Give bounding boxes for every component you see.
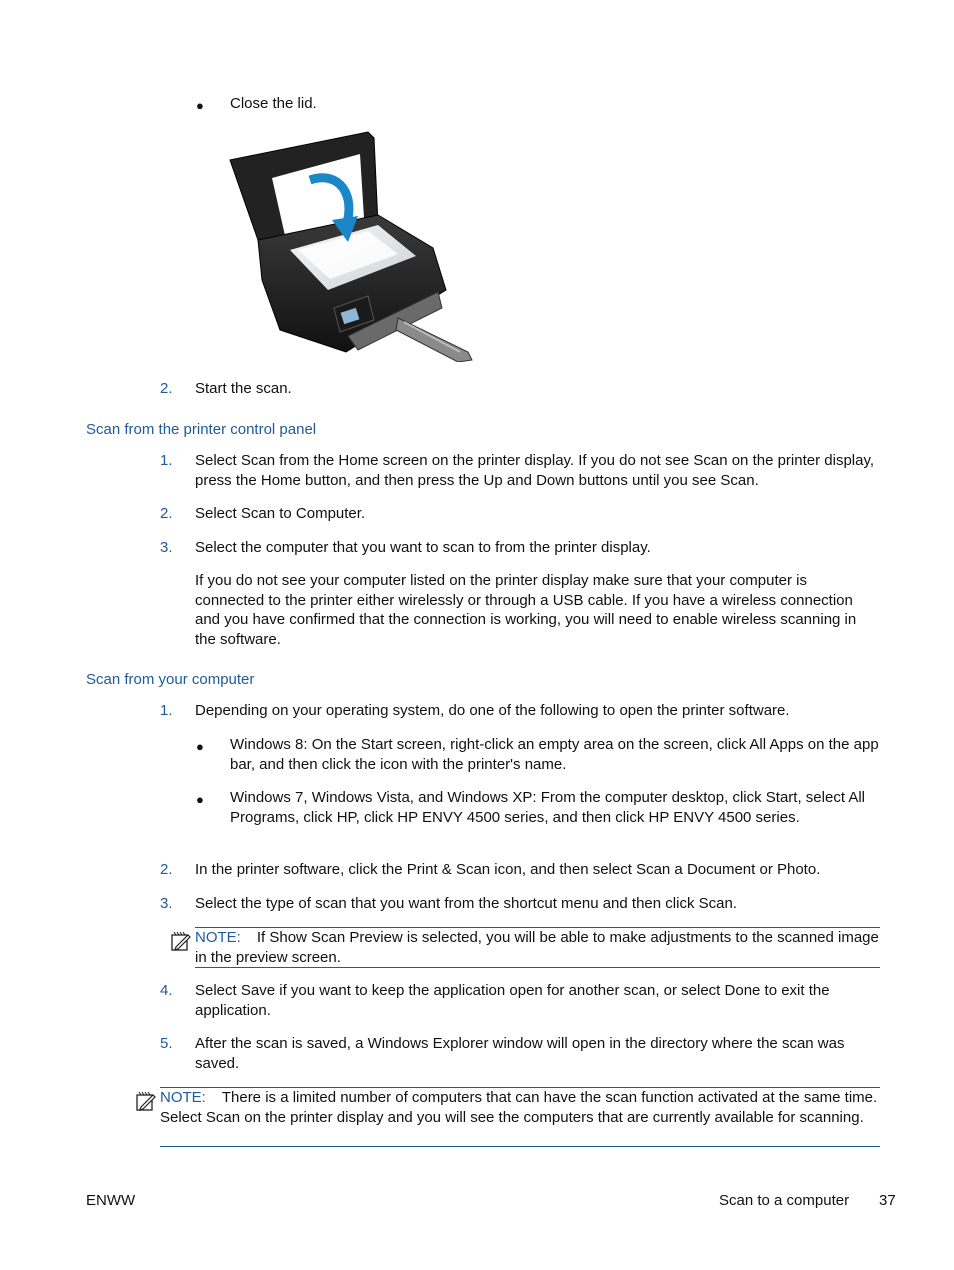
- step-text: Select Scan to Computer.: [195, 505, 366, 522]
- step-number: 2.: [160, 505, 173, 522]
- note-box: [160, 1087, 880, 1147]
- step-number: 5.: [160, 1035, 173, 1052]
- bullet-windows-8: Windows 8: On the Start screen, right-click an empty area on the screen, click All Apps on the app bar, and then click the icon with the printer's name.: [230, 736, 879, 773]
- note-box: [195, 927, 880, 968]
- step-number: 2.: [160, 861, 173, 878]
- step-text: Start the scan.: [195, 380, 292, 397]
- step-text: Select the computer that you want to scan to from the printer display.: [195, 539, 651, 556]
- step-text: After the scan is saved, a Windows Explorer window will open in the directory where the scan was saved.: [195, 1035, 845, 1072]
- section-heading-computer: Scan from your computer: [86, 671, 255, 688]
- step-number: 3.: [160, 895, 173, 912]
- note-icon: [170, 930, 192, 952]
- printer-scanner-illustration: [228, 130, 474, 362]
- step-number: 1.: [160, 452, 173, 469]
- footer-title: Scan to a computer: [719, 1192, 850, 1209]
- step-text: Select the type of scan that you want from the shortcut menu and then click Scan.: [195, 895, 737, 912]
- step-number: 3.: [160, 539, 173, 556]
- step-text: Depending on your operating system, do one of the following to open the printer software.: [195, 702, 790, 719]
- step-number: 1.: [160, 702, 173, 719]
- close-lid-text: Close the lid.: [230, 95, 317, 112]
- step-text: Select Save if you want to keep the application open for another scan, or select Done to exit the application.: [195, 982, 830, 1019]
- note-label: NOTE:: [195, 929, 241, 946]
- bullet-windows-7: Windows 7, Windows Vista, and Windows XP: From the computer desktop, click Start, select All Programs, click HP, click HP ENVY 4500 series, and then click HP ENVY 4500 series.: [230, 789, 865, 826]
- section-heading-printer-panel: Scan from the printer control panel: [86, 421, 317, 438]
- bullet-dot: ●: [196, 792, 204, 807]
- note-text: NOTE: There is a limited number of computers that can have the scan function activated at the same time. Select Scan on the printer display and you will see the computers that are currently available for scanning.: [160, 1089, 878, 1126]
- step-number: 4.: [160, 982, 173, 999]
- page-number: 37: [879, 1192, 896, 1209]
- bullet-dot: ●: [196, 98, 204, 113]
- footer-left: ENWW: [86, 1192, 136, 1209]
- note-label: NOTE:: [160, 1089, 206, 1106]
- note-icon: [135, 1090, 157, 1112]
- step-followup-text: If you do not see your computer listed on the printer display make sure that your computer is connected to the printer either wirelessly or through a USB cable. If you have a wireless connection and you have confirmed that the connection is working, you will need to enable wireless scanning in the software.: [195, 572, 857, 648]
- step-number: 2.: [160, 380, 173, 397]
- bullet-dot: ●: [196, 739, 204, 754]
- step-text: In the printer software, click the Print & Scan icon, and then select Scan a Document or Photo.: [195, 861, 821, 878]
- step-text: Select Scan from the Home screen on the printer display. If you do not see Scan on the printer display, press the Home button, and then press the Up and Down buttons until you see Scan.: [195, 452, 875, 489]
- note-text: NOTE: If Show Scan Preview is selected, you will be able to make adjustments to the scanned image in the preview screen.: [195, 929, 879, 966]
